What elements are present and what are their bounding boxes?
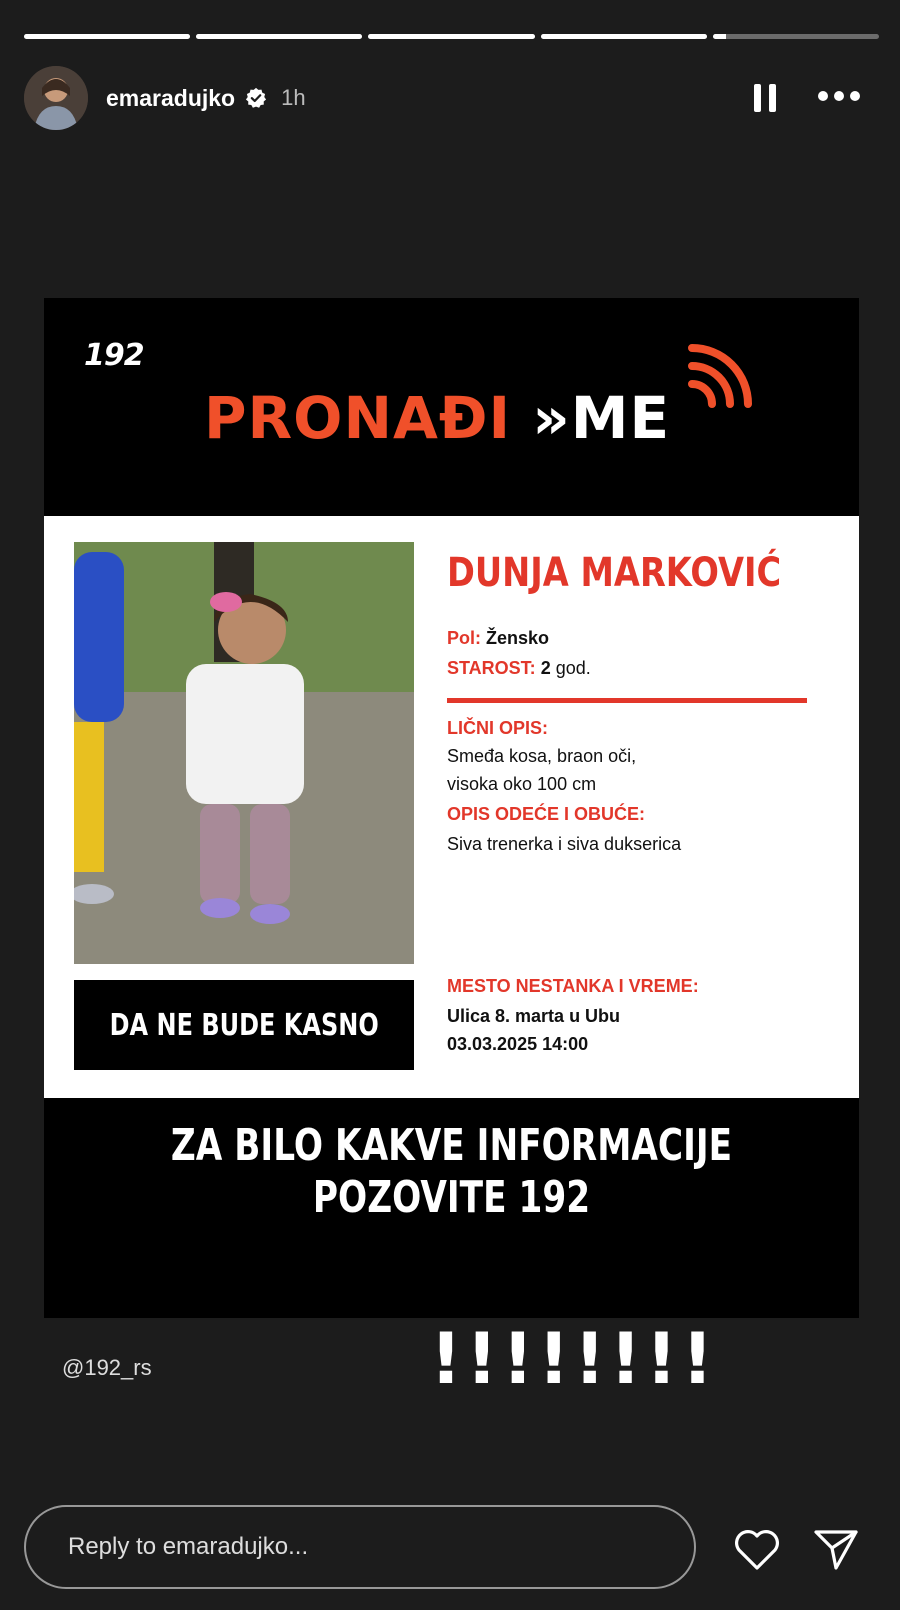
personal-description-label: LIČNI OPIS: [447, 718, 549, 738]
divider [447, 698, 807, 703]
age-value: 2 [540, 658, 551, 678]
pause-icon[interactable] [750, 82, 780, 114]
child-photo [74, 542, 414, 964]
chevron-icon: » [532, 384, 571, 452]
missing-person-poster [44, 298, 859, 1318]
personal-description-line1: Smeđa kosa, braon oči, [447, 746, 637, 766]
age-unit: god. [555, 658, 591, 678]
missing-person-name: DUNJA MARKOVIĆ [447, 550, 782, 596]
avatar[interactable] [24, 66, 88, 130]
slogan-box [74, 980, 414, 1070]
gender-value: Žensko [486, 628, 550, 648]
username[interactable]: emaradujko [106, 84, 236, 111]
brand-title-part1: PRONAĐI [204, 384, 533, 452]
footer-line2: POZOVITE 192 [312, 1172, 591, 1223]
progress-segment [541, 34, 707, 39]
footer-line1: ZA BILO KAKVE INFORMACIJE [170, 1120, 733, 1171]
reply-input[interactable] [24, 1505, 696, 1589]
send-icon[interactable] [812, 1526, 860, 1572]
more-options-icon[interactable] [814, 84, 864, 108]
logo-192: 192 [84, 338, 144, 373]
like-heart-icon[interactable] [733, 1528, 781, 1572]
gender-label: Pol: [447, 628, 481, 648]
location-value: Ulica 8. marta u Ubu [447, 1006, 621, 1026]
mention-sticker[interactable]: @192_rs [62, 1355, 152, 1380]
progress-segment [368, 34, 534, 39]
location-time-label: MESTO NESTANKA I VREME: [447, 976, 699, 996]
clothing-value: Siva trenerka i siva dukserica [447, 834, 682, 854]
progress-segment [24, 34, 190, 39]
poster-footer [44, 1120, 859, 1224]
gender-row [447, 628, 549, 649]
slogan-text: DA NE BUDE KASNO [109, 1007, 379, 1043]
verified-badge-icon [245, 87, 267, 109]
age-label: STAROST: [447, 658, 536, 678]
progress-segment [713, 34, 879, 39]
personal-description-line2: visoka oko 100 cm [447, 774, 597, 794]
story-progress-bar [24, 34, 879, 39]
brand-title [204, 384, 670, 452]
brand-title-part2: ME [570, 384, 671, 452]
info-card [44, 516, 859, 1098]
progress-segment [196, 34, 362, 39]
exclamation-text: !!!!!!!! [430, 1318, 718, 1400]
story-header [24, 66, 876, 130]
clothing-label: OPIS ODEĆE I OBUĆE: [447, 804, 646, 824]
post-time: 1h [281, 85, 306, 110]
datetime-value: 03.03.2025 14:00 [447, 1034, 589, 1054]
signal-icon [684, 336, 764, 416]
age-row [447, 658, 591, 679]
